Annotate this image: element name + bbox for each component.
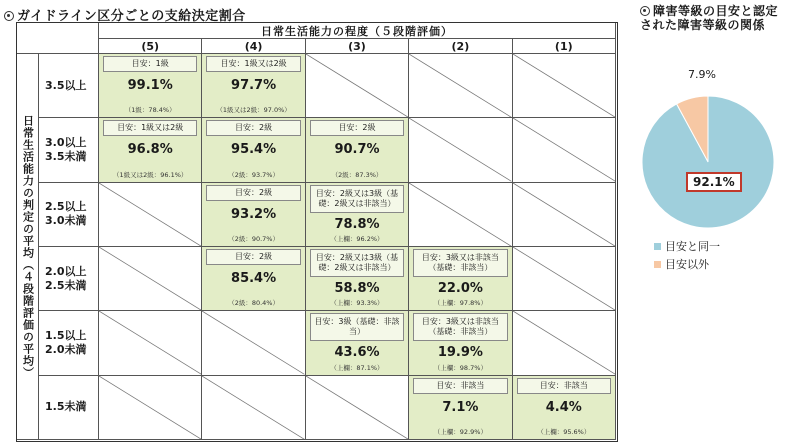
decision-rate-value: 58.8% [334,281,380,296]
decision-rate-value: 97.7% [231,78,277,93]
diagonal-line [409,183,511,246]
decision-rate-value: 99.1% [127,78,173,93]
guideline-box: 目安：1級 [103,56,197,72]
column-group-header-text: 日常生活能力の程度（５段階評価） [261,24,453,38]
diagonal-line [202,311,304,374]
data-cell [306,247,409,311]
breakdown-note: （上欄：98.7%） [433,363,487,372]
guideline-box: 目安：非該当 [413,378,507,394]
empty-cell [409,183,512,247]
guideline-box: 目安：1級又は2級 [206,56,300,72]
diagonal-line [306,54,408,117]
data-cell [202,183,305,247]
row-label-line1: 3.5以上 [45,78,87,92]
main-title-text: ガイドライン区分ごとの支給決定割合 [17,9,246,24]
diagonal-line [409,54,511,117]
empty-cell [99,376,202,440]
data-cell [409,247,512,311]
circle-bullet-icon [640,6,650,16]
legend-label: 目安以外 [665,258,709,271]
diagonal-line [306,376,408,439]
breakdown-note: （上欄：95.6%） [537,427,591,436]
guideline-box: 目安：2級 [206,120,300,136]
empty-cell [99,247,202,311]
empty-cell [513,54,616,118]
decision-rate-value: 7.1% [442,399,479,415]
side-title-text: 障害等級の目安と認定された障害等級の関係 [640,4,779,32]
data-cell [202,247,305,311]
decision-rate-table [16,22,618,442]
breakdown-note: （上欄：96.2%） [330,234,384,243]
row-label-line1: 1.5以上 [45,328,87,342]
column-header-text: (3) [348,39,366,53]
decision-rate-value: 96.8% [127,142,173,158]
guideline-box: 目安：非該当 [517,378,611,394]
table-corner [17,23,99,54]
empty-cell [513,311,616,375]
guideline-box: 目安：2級 [310,120,404,136]
decision-rate-value: 4.4% [545,399,582,415]
row-label-3 [39,247,99,311]
decision-rate-value: 95.4% [231,142,277,158]
diagonal-line [513,54,615,117]
decision-rate-value: 93.2% [231,206,277,222]
row-group-header-text: 日常生活能力の判定の平均（４段階評価の平均） [21,114,35,379]
legend-label: 目安と同一 [665,240,720,253]
data-cell [202,54,305,118]
breakdown-note: （上欄：93.3%） [330,299,384,308]
pie-label-other: 7.9% [688,68,716,81]
guideline-box: 目安：2級 [206,185,300,201]
column-header-text: (2) [451,39,470,53]
breakdown-note: （1級：78.4%） [124,106,176,115]
row-label-line2: 2.0未満 [45,342,87,356]
guideline-box: 目安：2級又は3級（基礎：2級又は非該当） [310,185,404,213]
decision-rate-value: 19.9% [437,345,483,361]
row-label-line2: 2.5未満 [45,278,87,292]
column-header-4 [202,39,305,54]
circle-bullet-icon [4,11,14,21]
breakdown-note: （2級：93.7%） [228,170,279,179]
empty-cell [513,183,616,247]
row-label-2 [39,183,99,247]
empty-cell [409,118,512,182]
diagonal-line [99,376,201,439]
row-label-line1: 2.5以上 [45,200,87,214]
diagonal-line [513,311,615,374]
data-cell [306,311,409,375]
decision-rate-value: 43.6% [334,345,380,361]
legend-item [654,256,709,272]
guideline-box: 目安：2級 [206,249,300,265]
row-label-0 [39,54,99,118]
breakdown-note: （1級又は2級：96.1%） [112,170,188,179]
empty-cell [202,311,305,375]
column-group-header [99,23,616,39]
data-cell [409,311,512,375]
diagonal-line [513,118,615,181]
decision-rate-value: 78.8% [334,216,380,232]
row-label-line1: 3.0以上 [45,135,87,149]
guideline-box: 目安：3級又は非該当（基礎：非該当） [413,313,507,341]
empty-cell [409,54,512,118]
decision-rate-value: 22.0% [437,281,483,296]
empty-cell [306,54,409,118]
data-cell [99,54,202,118]
diagonal-line [513,183,615,246]
column-header-text: (5) [141,39,160,53]
empty-cell [513,247,616,311]
guideline-box: 目安：1級又は2級 [103,120,197,136]
breakdown-note: （1級又は2級：97.0%） [216,106,291,115]
breakdown-note: （上欄：87.1%） [330,363,384,372]
guideline-box: 目安：3級又は非該当（基礎：非該当） [413,249,507,277]
breakdown-note: （上欄：92.9%） [433,427,487,436]
column-header-5 [99,39,202,54]
data-cell [513,376,616,440]
breakdown-note: （上欄：97.8%） [433,299,487,308]
diagonal-line [202,376,304,439]
guideline-box: 目安：3級（基礎：非該当） [310,313,404,341]
diagonal-line [513,247,615,310]
pie-slice-same-as-guideline [642,96,774,228]
legend-item [654,238,720,254]
column-header-3 [306,39,409,54]
pie-label-same: 92.1% [686,172,742,192]
row-label-line1: 2.0以上 [45,264,87,278]
row-group-header [17,54,39,440]
diagonal-line [99,311,201,374]
row-label-line1: 1.5未満 [45,400,87,414]
empty-cell [306,376,409,440]
column-header-1 [513,39,616,54]
row-label-1 [39,118,99,182]
breakdown-note: （2級：80.4%） [228,299,279,308]
breakdown-note: （2級：90.7%） [228,234,279,243]
pie-svg [640,80,790,240]
breakdown-note: （2級：87.3%） [331,170,383,179]
data-cell [409,376,512,440]
legend-swatch-icon [654,243,661,250]
column-header-text: (1) [554,39,573,53]
data-cell [202,118,305,182]
column-header-2 [409,39,512,54]
decision-rate-value: 90.7% [334,142,380,158]
row-label-4 [39,311,99,375]
row-label-line2: 3.0未満 [45,214,87,228]
grade-match-pie-chart [640,70,790,230]
empty-cell [513,118,616,182]
data-cell [99,118,202,182]
row-label-line2: 3.5未満 [45,149,87,163]
data-cell [306,183,409,247]
row-label-5 [39,376,99,440]
empty-cell [202,376,305,440]
data-cell [306,118,409,182]
empty-cell [99,183,202,247]
diagonal-line [99,183,201,246]
column-header-text: (4) [244,39,263,53]
side-title [640,4,790,32]
guideline-box: 目安：2級又は3級（基礎：2級又は非該当） [310,249,404,277]
legend-swatch-icon [654,261,661,268]
diagonal-line [99,247,201,310]
diagonal-line [409,118,511,181]
decision-rate-value: 85.4% [231,271,277,286]
empty-cell [99,311,202,375]
